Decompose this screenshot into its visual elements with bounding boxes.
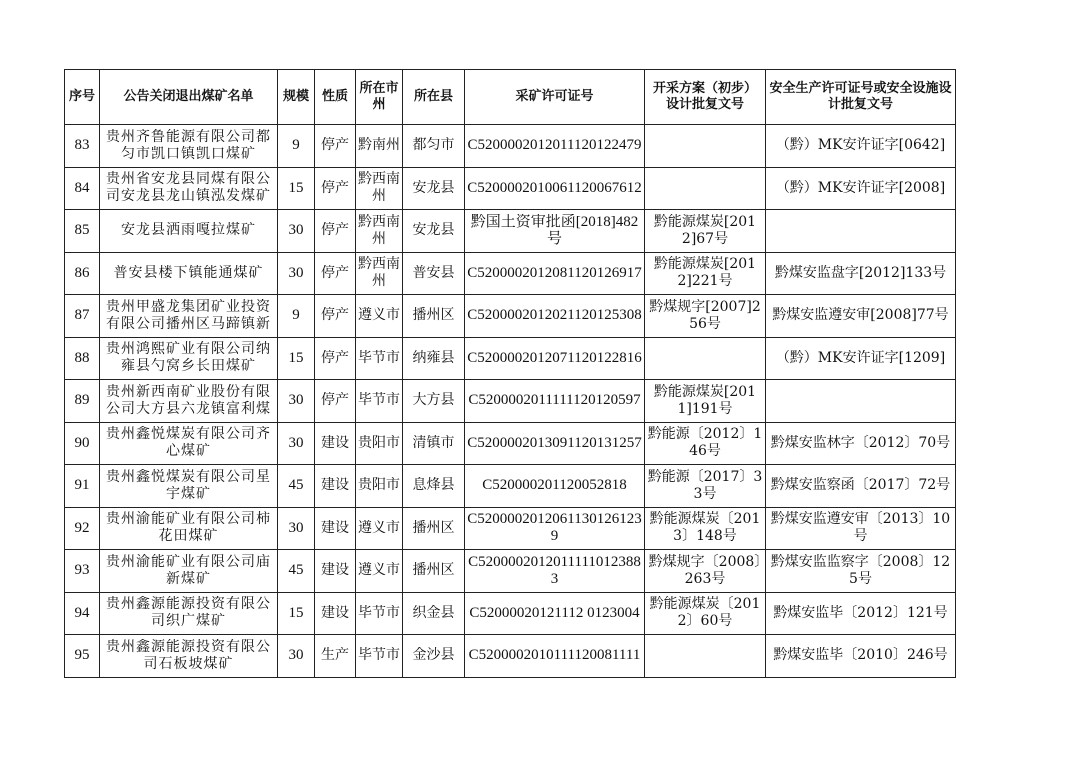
cell-license	[465, 550, 645, 593]
header-no: 序号	[65, 70, 100, 125]
cell-scale-text: 9	[292, 307, 300, 324]
cell-safety-text: 黔煤安监察函〔2017〕72号	[770, 477, 951, 494]
cell-plan	[645, 465, 766, 508]
cell-no	[65, 125, 100, 168]
cell-county-text: 安龙县	[412, 222, 455, 239]
cell-license-text: 黔国土资审批函[2018]482号	[470, 213, 639, 247]
cell-safety-text: 黔煤安监遵安审[2008]77号	[772, 307, 949, 324]
cell-city	[356, 252, 403, 295]
cell-city-text: 遵义市	[358, 307, 400, 324]
cell-name	[100, 635, 278, 678]
cell-name	[100, 465, 278, 508]
cell-city	[356, 422, 403, 465]
table-header-row	[65, 70, 956, 125]
cell-safety	[766, 635, 956, 678]
cell-nature	[315, 380, 356, 423]
header-city: 所在市州	[356, 70, 403, 125]
cell-license-text: C5200002012011120122479	[467, 137, 642, 154]
cell-name	[100, 592, 278, 635]
cell-city-text: 毕节市	[358, 349, 400, 366]
cell-nature-text: 停产	[321, 179, 349, 196]
cell-safety-text: 黔煤安监监察字〔2008〕125号	[770, 553, 951, 587]
cell-scale-text: 30	[288, 519, 304, 536]
cell-no	[65, 210, 100, 253]
cell-plan	[645, 295, 766, 338]
cell-county-text: 播州区	[412, 307, 455, 324]
cell-no	[65, 295, 100, 338]
cell-city	[356, 337, 403, 380]
cell-name-text: 贵州齐鲁能源有限公司都匀市凯口镇凯口煤矿	[106, 128, 271, 162]
cell-no	[65, 167, 100, 210]
cell-name-text: 贵州鸿熙矿业有限公司纳雍县勺窝乡长田煤矿	[106, 341, 271, 375]
cell-scale	[278, 507, 315, 550]
cell-nature-text: 建设	[321, 604, 349, 621]
cell-city	[356, 550, 403, 593]
cell-county-text: 普安县	[412, 264, 455, 281]
cell-plan	[645, 252, 766, 295]
cell-license-text: C5200002010111120081111	[468, 647, 641, 664]
cell-name-text: 安龙县洒雨嘎拉煤矿	[121, 222, 256, 239]
cell-license-text: C52000020120111110123883	[468, 553, 641, 587]
cell-scale	[278, 635, 315, 678]
cell-license	[465, 167, 645, 210]
cell-city	[356, 465, 403, 508]
cell-plan-text: 黔能源煤炭[2012]67号	[653, 213, 757, 247]
cell-name	[100, 210, 278, 253]
cell-scale	[278, 295, 315, 338]
cell-scale	[278, 592, 315, 635]
cell-plan	[645, 507, 766, 550]
cell-city-text: 遵义市	[358, 562, 400, 579]
cell-license	[465, 507, 645, 550]
cell-county-text: 织金县	[412, 604, 455, 621]
cell-nature	[315, 210, 356, 253]
cell-county-text: 安龙县	[412, 179, 455, 196]
cell-county-text: 纳雍县	[412, 349, 455, 366]
cell-city	[356, 167, 403, 210]
cell-plan-text: 黔能源煤炭〔2013〕148号	[649, 511, 761, 545]
cell-license-text: C5200002010061120067612	[467, 179, 642, 196]
cell-county	[403, 252, 465, 295]
cell-nature-text: 生产	[321, 647, 349, 664]
table-row	[65, 125, 956, 168]
cell-county-text: 清镇市	[412, 434, 455, 451]
cell-no	[65, 550, 100, 593]
cell-scale	[278, 380, 315, 423]
cell-city-text: 黔西南州	[358, 256, 400, 290]
cell-nature	[315, 635, 356, 678]
cell-county	[403, 422, 465, 465]
cell-city-text: 黔南州	[358, 137, 400, 154]
cell-city	[356, 635, 403, 678]
cell-county-text: 大方县	[412, 392, 455, 409]
cell-license	[465, 210, 645, 253]
cell-plan-text: 黔能源煤炭[2011]191号	[653, 383, 757, 417]
cell-city	[356, 380, 403, 423]
cell-no-text: 94	[74, 604, 90, 621]
cell-no-text: 91	[74, 477, 90, 494]
cell-nature-text: 停产	[321, 222, 349, 239]
cell-license	[465, 295, 645, 338]
table-row	[65, 167, 956, 210]
cell-scale-text: 45	[288, 477, 304, 494]
cell-name-text: 贵州渝能矿业有限公司柿花田煤矿	[106, 511, 271, 545]
cell-nature-text: 停产	[321, 307, 349, 324]
cell-county	[403, 592, 465, 635]
cell-scale-text: 30	[288, 222, 304, 239]
table-row	[65, 210, 956, 253]
cell-plan	[645, 422, 766, 465]
cell-nature-text: 停产	[321, 349, 349, 366]
cell-county-text: 金沙县	[412, 647, 455, 664]
cell-county	[403, 380, 465, 423]
cell-scale	[278, 422, 315, 465]
cell-license-text: C5200002013091120131257	[467, 434, 642, 451]
cell-name	[100, 380, 278, 423]
cell-city	[356, 507, 403, 550]
cell-no-text: 84	[74, 179, 90, 196]
cell-scale	[278, 550, 315, 593]
cell-safety-text: （黔）MK安许证字[1209]	[775, 349, 946, 366]
table-row	[65, 252, 956, 295]
cell-county	[403, 507, 465, 550]
cell-scale-text: 15	[288, 179, 304, 196]
cell-safety	[766, 167, 956, 210]
cell-nature-text: 停产	[321, 264, 349, 281]
header-safety: 安全生产许可证号或安全设施设计批复文号	[766, 70, 956, 125]
cell-no	[65, 422, 100, 465]
header-plan: 开采方案（初步）设计批复文号	[645, 70, 766, 125]
cell-name	[100, 507, 278, 550]
cell-license	[465, 465, 645, 508]
cell-name-text: 普安县楼下镇能通煤矿	[113, 264, 264, 281]
cell-county	[403, 167, 465, 210]
table-row	[65, 465, 956, 508]
cell-safety	[766, 125, 956, 168]
cell-nature-text: 停产	[321, 137, 349, 154]
cell-plan	[645, 167, 766, 210]
table-row	[65, 337, 956, 380]
cell-city-text: 贵阳市	[358, 477, 400, 494]
cell-scale-text: 15	[288, 604, 304, 621]
cell-nature	[315, 465, 356, 508]
table-row	[65, 507, 956, 550]
cell-name-text: 贵州甲盛龙集团矿业投资有限公司播州区马蹄镇新	[106, 298, 271, 332]
cell-city	[356, 295, 403, 338]
cell-safety-text: 黔煤安监林字〔2012〕70号	[770, 434, 951, 451]
cell-name-text: 贵州鑫悦煤炭有限公司齐心煤矿	[106, 426, 271, 460]
cell-no-text: 95	[74, 647, 90, 664]
cell-county	[403, 465, 465, 508]
cell-license-text: C52000020120611301261239	[467, 511, 642, 545]
cell-plan-text: 黔煤规字〔2008〕263号	[648, 553, 762, 587]
cell-nature-text: 建设	[321, 519, 349, 536]
cell-name	[100, 337, 278, 380]
cell-scale	[278, 252, 315, 295]
cell-license	[465, 252, 645, 295]
header-name: 公告关闭退出煤矿名单	[100, 70, 278, 125]
cell-no-text: 92	[74, 519, 90, 536]
cell-safety	[766, 507, 956, 550]
cell-license-text: C5200002012071120122816	[467, 349, 642, 366]
cell-license-text: C5200002011111120120597	[468, 392, 641, 409]
cell-safety-text: 黔煤安监盘字[2012]133号	[774, 264, 947, 281]
cell-plan-text: 黔能源〔2012〕146号	[647, 426, 763, 460]
cell-safety	[766, 422, 956, 465]
cell-no	[65, 380, 100, 423]
cell-name-text: 贵州鑫悦煤炭有限公司星宇煤矿	[106, 468, 271, 502]
cell-safety-text: 黔煤安监遵安审〔2013〕10号	[770, 511, 951, 545]
cell-safety	[766, 337, 956, 380]
cell-no	[65, 507, 100, 550]
cell-name	[100, 550, 278, 593]
cell-license	[465, 380, 645, 423]
cell-safety	[766, 380, 956, 423]
cell-city-text: 黔西南州	[358, 171, 400, 205]
cell-city-text: 毕节市	[358, 604, 400, 621]
cell-safety	[766, 465, 956, 508]
cell-city	[356, 210, 403, 253]
cell-nature-text: 建设	[321, 562, 349, 579]
cell-license	[465, 635, 645, 678]
cell-license	[465, 592, 645, 635]
header-scale: 规模	[278, 70, 315, 125]
cell-county-text: 息烽县	[412, 477, 455, 494]
cell-county	[403, 337, 465, 380]
cell-no	[65, 635, 100, 678]
cell-city-text: 毕节市	[358, 392, 400, 409]
header-nature: 性质	[315, 70, 356, 125]
cell-nature	[315, 507, 356, 550]
cell-plan	[645, 380, 766, 423]
header-county: 所在县	[403, 70, 465, 125]
cell-nature	[315, 125, 356, 168]
cell-plan	[645, 210, 766, 253]
cell-no-text: 90	[74, 434, 90, 451]
cell-scale-text: 15	[288, 349, 304, 366]
cell-nature	[315, 422, 356, 465]
cell-county	[403, 295, 465, 338]
cell-nature	[315, 252, 356, 295]
cell-license-text: C5200002012081120126917	[467, 264, 642, 281]
cell-plan	[645, 592, 766, 635]
cell-scale	[278, 125, 315, 168]
table-row	[65, 380, 956, 423]
cell-name-text: 贵州渝能矿业有限公司庙新煤矿	[106, 553, 271, 587]
cell-name	[100, 252, 278, 295]
cell-scale	[278, 210, 315, 253]
cell-name	[100, 125, 278, 168]
cell-city	[356, 125, 403, 168]
cell-license-text: C52000020121112 0123004	[469, 604, 640, 621]
cell-city-text: 黔西南州	[358, 213, 400, 247]
cell-license	[465, 337, 645, 380]
cell-plan	[645, 550, 766, 593]
table-row	[65, 635, 956, 678]
cell-no-text: 87	[74, 307, 90, 324]
cell-name-text: 贵州省安龙县同煤有限公司安龙县龙山镇泓发煤矿	[106, 171, 271, 205]
cell-county	[403, 125, 465, 168]
cell-safety	[766, 295, 956, 338]
cell-no-text: 89	[74, 392, 90, 409]
cell-scale	[278, 337, 315, 380]
coal-mine-table	[64, 69, 956, 678]
cell-safety	[766, 550, 956, 593]
cell-safety	[766, 252, 956, 295]
cell-county-text: 都匀市	[412, 137, 455, 154]
cell-safety	[766, 592, 956, 635]
cell-no-text: 86	[74, 264, 90, 281]
cell-city-text: 毕节市	[358, 647, 400, 664]
header-license: 采矿许可证号	[465, 70, 645, 125]
cell-nature-text: 停产	[321, 392, 349, 409]
cell-no-text: 88	[74, 349, 90, 366]
cell-name-text: 贵州鑫源能源投资有限公司石板坡煤矿	[106, 638, 271, 672]
cell-nature	[315, 295, 356, 338]
cell-scale-text: 30	[288, 264, 304, 281]
cell-license	[465, 125, 645, 168]
cell-county	[403, 635, 465, 678]
cell-plan-text: 黔能源〔2017〕33号	[647, 468, 763, 502]
cell-no-text: 85	[74, 222, 90, 239]
cell-no-text: 93	[74, 562, 90, 579]
cell-name-text: 贵州新西南矿业股份有限公司大方县六龙镇富利煤	[106, 383, 271, 417]
cell-county	[403, 550, 465, 593]
cell-license-text: C5200002012021120125308	[467, 307, 642, 324]
table-row	[65, 295, 956, 338]
cell-name-text: 贵州鑫源能源投资有限公司织广煤矿	[106, 596, 271, 630]
cell-scale	[278, 465, 315, 508]
cell-county-text: 播州区	[412, 519, 455, 536]
cell-city	[356, 592, 403, 635]
cell-nature	[315, 550, 356, 593]
cell-safety-text: （黔）MK安许证字[0642]	[775, 137, 946, 154]
cell-scale-text: 30	[288, 434, 304, 451]
cell-city-text: 贵阳市	[358, 434, 400, 451]
cell-plan-text: 黔能源煤炭[2012]221号	[653, 256, 757, 290]
cell-no	[65, 465, 100, 508]
cell-no	[65, 337, 100, 380]
table-row	[65, 422, 956, 465]
cell-license	[465, 422, 645, 465]
cell-county	[403, 210, 465, 253]
cell-no	[65, 252, 100, 295]
cell-name	[100, 422, 278, 465]
cell-no	[65, 592, 100, 635]
table-row	[65, 592, 956, 635]
cell-license-text: C520000201120052818	[482, 477, 627, 494]
cell-scale-text: 9	[292, 137, 300, 154]
cell-name	[100, 295, 278, 338]
cell-nature	[315, 592, 356, 635]
cell-safety	[766, 210, 956, 253]
cell-county-text: 播州区	[412, 562, 455, 579]
cell-plan	[645, 337, 766, 380]
cell-plan-text: 黔煤规字[2007]256号	[649, 298, 761, 332]
cell-scale-text: 45	[288, 562, 304, 579]
cell-name	[100, 167, 278, 210]
table-row	[65, 550, 956, 593]
cell-safety-text: 黔煤安监毕〔2010〕246号	[773, 647, 948, 664]
cell-scale-text: 30	[288, 647, 304, 664]
cell-plan-text: 黔能源煤炭〔2012〕60号	[649, 596, 761, 630]
cell-no-text: 83	[74, 137, 90, 154]
cell-nature-text: 建设	[321, 434, 349, 451]
cell-nature	[315, 337, 356, 380]
cell-safety-text: （黔）MK安许证字[2008]	[775, 179, 946, 196]
cell-nature	[315, 167, 356, 210]
cell-safety-text: 黔煤安监毕〔2012〕121号	[773, 604, 948, 621]
cell-scale	[278, 167, 315, 210]
cell-scale-text: 30	[288, 392, 304, 409]
cell-city-text: 遵义市	[358, 519, 400, 536]
cell-nature-text: 建设	[321, 477, 349, 494]
cell-plan	[645, 125, 766, 168]
cell-plan	[645, 635, 766, 678]
